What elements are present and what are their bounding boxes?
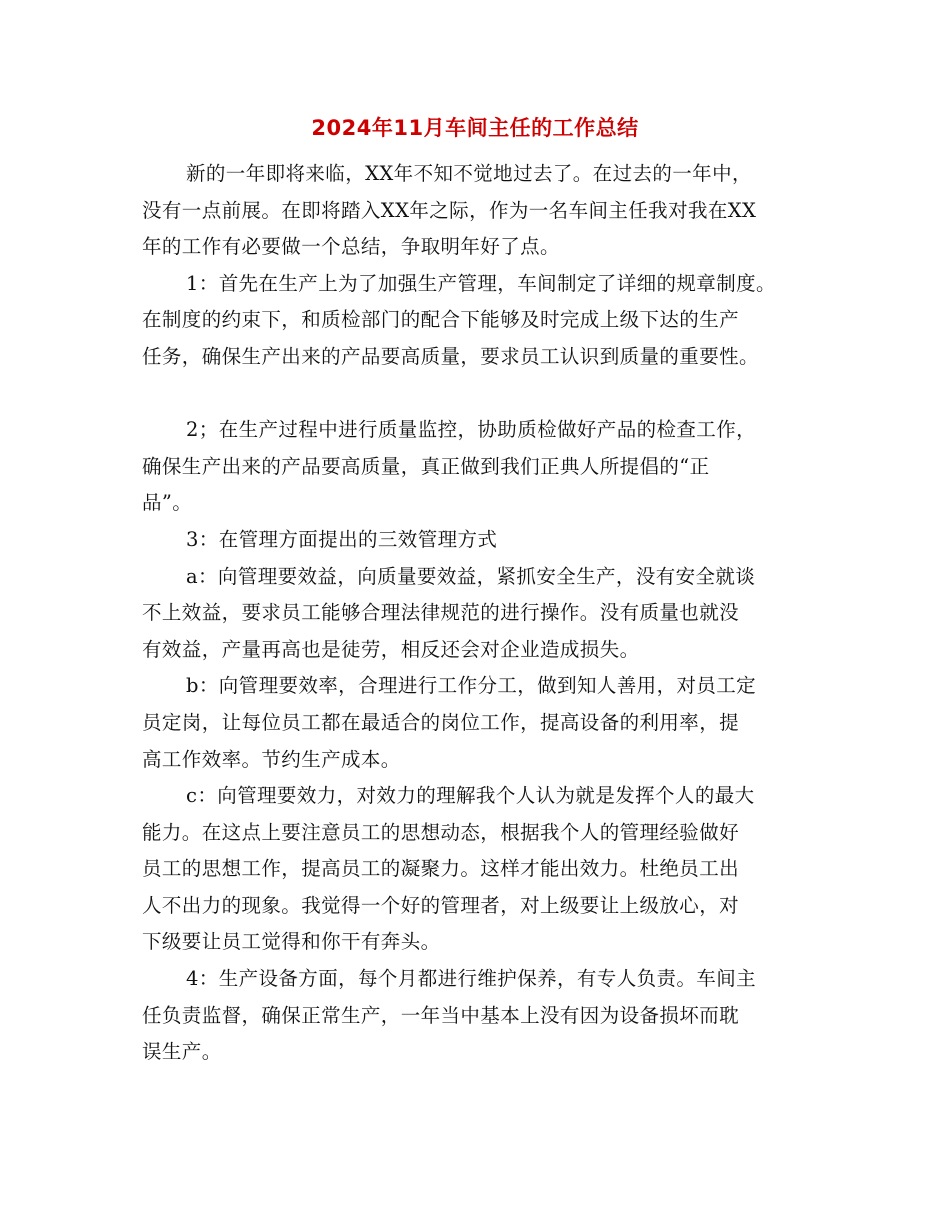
document-body [142, 156, 822, 1071]
paragraph-line: 1：首先在生产上为了加强生产管理，车间制定了详细的规章制度。 [186, 271, 776, 295]
paragraph-line: 误生产。 [142, 1040, 222, 1064]
paragraph-line: 人不出力的现象。我觉得一个好的管理者，对上级要让上级放心，对 [142, 893, 740, 917]
paragraph-line: 确保生产出来的产品要高质量，真正做到我们正典人所提倡的“正 [142, 454, 710, 478]
paragraph-line: 2；在生产过程中进行质量监控，协助质检做好产品的检查工作， [186, 418, 757, 442]
paragraph-line: 有效益，产量再高也是徒劳，相反还会对企业造成损失。 [142, 637, 640, 661]
paragraph-line: 不上效益，要求员工能够合理法律规范的进行操作。没有质量也就没 [142, 601, 740, 625]
paragraph-line: b：向管理要效率，合理进行工作分工，做到知人善用，对员工定 [186, 674, 757, 698]
paragraph-line: 新的一年即将来临，XX年不知不觉地过去了。在过去的一年中， [186, 162, 752, 185]
blank-line [142, 376, 822, 413]
document-title: 2024年11月车间主任的工作总结 [311, 116, 639, 140]
paragraph-line: 4：生产设备方面，每个月都进行维护保养，有专人负责。车间主 [186, 967, 757, 991]
paragraph-line: 能力。在这点上要注意员工的思想动态，根据我个人的管理经验做好 [142, 820, 740, 844]
paragraph-line: 任负责监督，确保正常生产，一年当中基本上没有因为设备损坏而耽 [142, 1003, 740, 1027]
paragraph-line: 员工的思想工作，提高员工的凝聚力。这样才能出效力。杜绝员工出 [142, 857, 740, 881]
paragraph-line: 高工作效率。节约生产成本。 [142, 747, 401, 771]
paragraph-line: a：向管理要效益，向质量要效益，紧抓安全生产，没有安全就谈 [186, 564, 756, 588]
paragraph-line: 下级要让员工觉得和你干有奔头。 [142, 930, 441, 954]
paragraph-line: c：向管理要效力，对效力的理解我个人认为就是发挥个人的最大 [186, 784, 755, 808]
paragraph-line: 在制度的约束下，和质检部门的配合下能够及时完成上级下达的生产 [142, 308, 740, 332]
paragraph-line: 员定岗，让每位员工都在最适合的岗位工作，提高设备的利用率，提 [142, 710, 740, 734]
paragraph-line: 年的工作有必要做一个总结，争取明年好了点。 [142, 235, 560, 259]
paragraph-line: 3：在管理方面提出的三效管理方式 [186, 527, 498, 551]
paragraph-line: 没有一点前展。在即将踏入XX年之际，作为一名车间主任我对我在XX [142, 198, 757, 222]
paragraph-line: 品”。 [142, 491, 193, 515]
paragraph-line: 任务，确保生产出来的产品要高质量，要求员工认识到质量的重要性。 [142, 344, 759, 368]
